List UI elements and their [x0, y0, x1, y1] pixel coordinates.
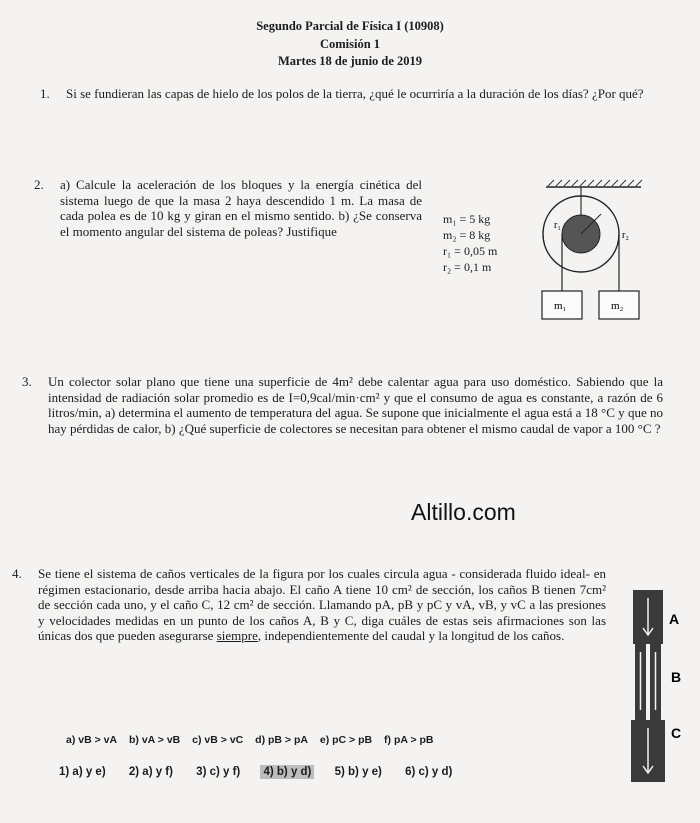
question-3-number: 3.: [22, 374, 32, 389]
label-r1: r₁: [554, 220, 561, 231]
question-4-options: [66, 734, 443, 746]
answer-5: 5) b) y e): [334, 766, 382, 778]
question-4: [12, 566, 606, 644]
question-1-number: 1.: [40, 86, 50, 101]
option-e: e) pC > pB: [319, 734, 373, 746]
question-3: [22, 374, 663, 436]
data-r1: r₁ = 0,05 m: [443, 244, 498, 258]
question-4-text: Se tiene el sistema de caños verticales de la figura por los cuales circula agua - considerada fluido ideal- en régimen estacionario, desde arriba hacia abajo. El caño A tiene 10 cm² de sección, los caños B tienen 7cm² de sección cada uno, y el caño C, 12 cm² de sección. Llamando pA, pB y pC y vA, vB, y vC a las presiones y velocidades medidas en un punto de los caños A, B y C, diga cuáles de estas seis afirmaciones son las únicas dos que pueden asegurarse: [38, 566, 606, 644]
answer-6: 6) c) y d): [405, 766, 453, 778]
option-d: d) pB > pA: [255, 734, 308, 746]
exam-commission: Comisión 1: [319, 37, 381, 51]
data-m1: m₁ = 5 kg: [443, 212, 491, 226]
label-r2: r₂: [622, 230, 629, 241]
question-4-number: 4.: [12, 566, 22, 581]
label-m1: m₁: [554, 300, 567, 312]
pulley-diagram: [538, 178, 648, 328]
data-r2: r₂ = 0,1 m: [443, 260, 492, 274]
question-2-data: [443, 211, 497, 275]
question-4-answers: [56, 766, 469, 778]
pipe-diagram: [625, 588, 693, 788]
question-4-text-end: , independientemente del caudal y la longitud de los caños.: [257, 628, 565, 644]
option-b: b) vA > vB: [129, 734, 181, 746]
option-f: f) pA > pB: [384, 734, 434, 746]
question-4-underlined-word: siempre: [216, 628, 258, 644]
question-3-text: Un colector solar plano que tiene una superficie de 4m² debe calentar agua para uso doméstico. Sabiendo que la intensidad de radiación solar promedio es de I=0,9cal/min·cm² y que el consumo de agua es constante, a razón de 6 litros/min, a) determina el aumento de temperatura del agua. Se supone que inicialmente el agua está a 18 °C y que no hay pérdidas de calor, b) ¿Qué superficie de colectores se necesitan para obtener el mismo caudal de vapor a 100 °C ?: [48, 374, 663, 436]
pipe-label-b: B: [671, 669, 682, 685]
data-m2: m₂ = 8 kg: [443, 228, 491, 242]
question-2-text: a) Calcule la aceleración de los bloques y la energía cinética del sistema luego de que la masa 2 haya descendido 1 m. La masa de cada polea es de 10 kg y giran en el mismo sentido. b) ¿Se conserva el momento angular del sistema de poleas? Justifique: [60, 177, 422, 239]
option-c: c) vB > vC: [192, 734, 244, 746]
pipe-label-c: C: [671, 725, 682, 741]
question-2: [34, 177, 422, 239]
watermark-text: Altillo.com: [411, 499, 516, 525]
answer-2: 2) a) y f): [128, 766, 173, 778]
answer-4-highlighted: 4) b) y d): [260, 765, 314, 779]
exam-title: Segundo Parcial de Física I (10908): [256, 19, 444, 33]
question-2-number: 2.: [34, 177, 44, 192]
question-1: [40, 86, 666, 102]
pipe-label-a: A: [669, 611, 680, 627]
answer-1: 1) a) y e): [59, 766, 106, 778]
answer-3: 3) c) y f): [196, 766, 241, 778]
label-m2: m₂: [611, 300, 624, 312]
question-1-text: Si se fundieran las capas de hielo de los polos de la tierra, ¿qué le ocurriría a la duración de los días? ¿Por qué?: [66, 86, 644, 101]
option-a: a) vB > vA: [66, 734, 118, 746]
exam-date: Martes 18 de junio de 2019: [277, 54, 423, 68]
